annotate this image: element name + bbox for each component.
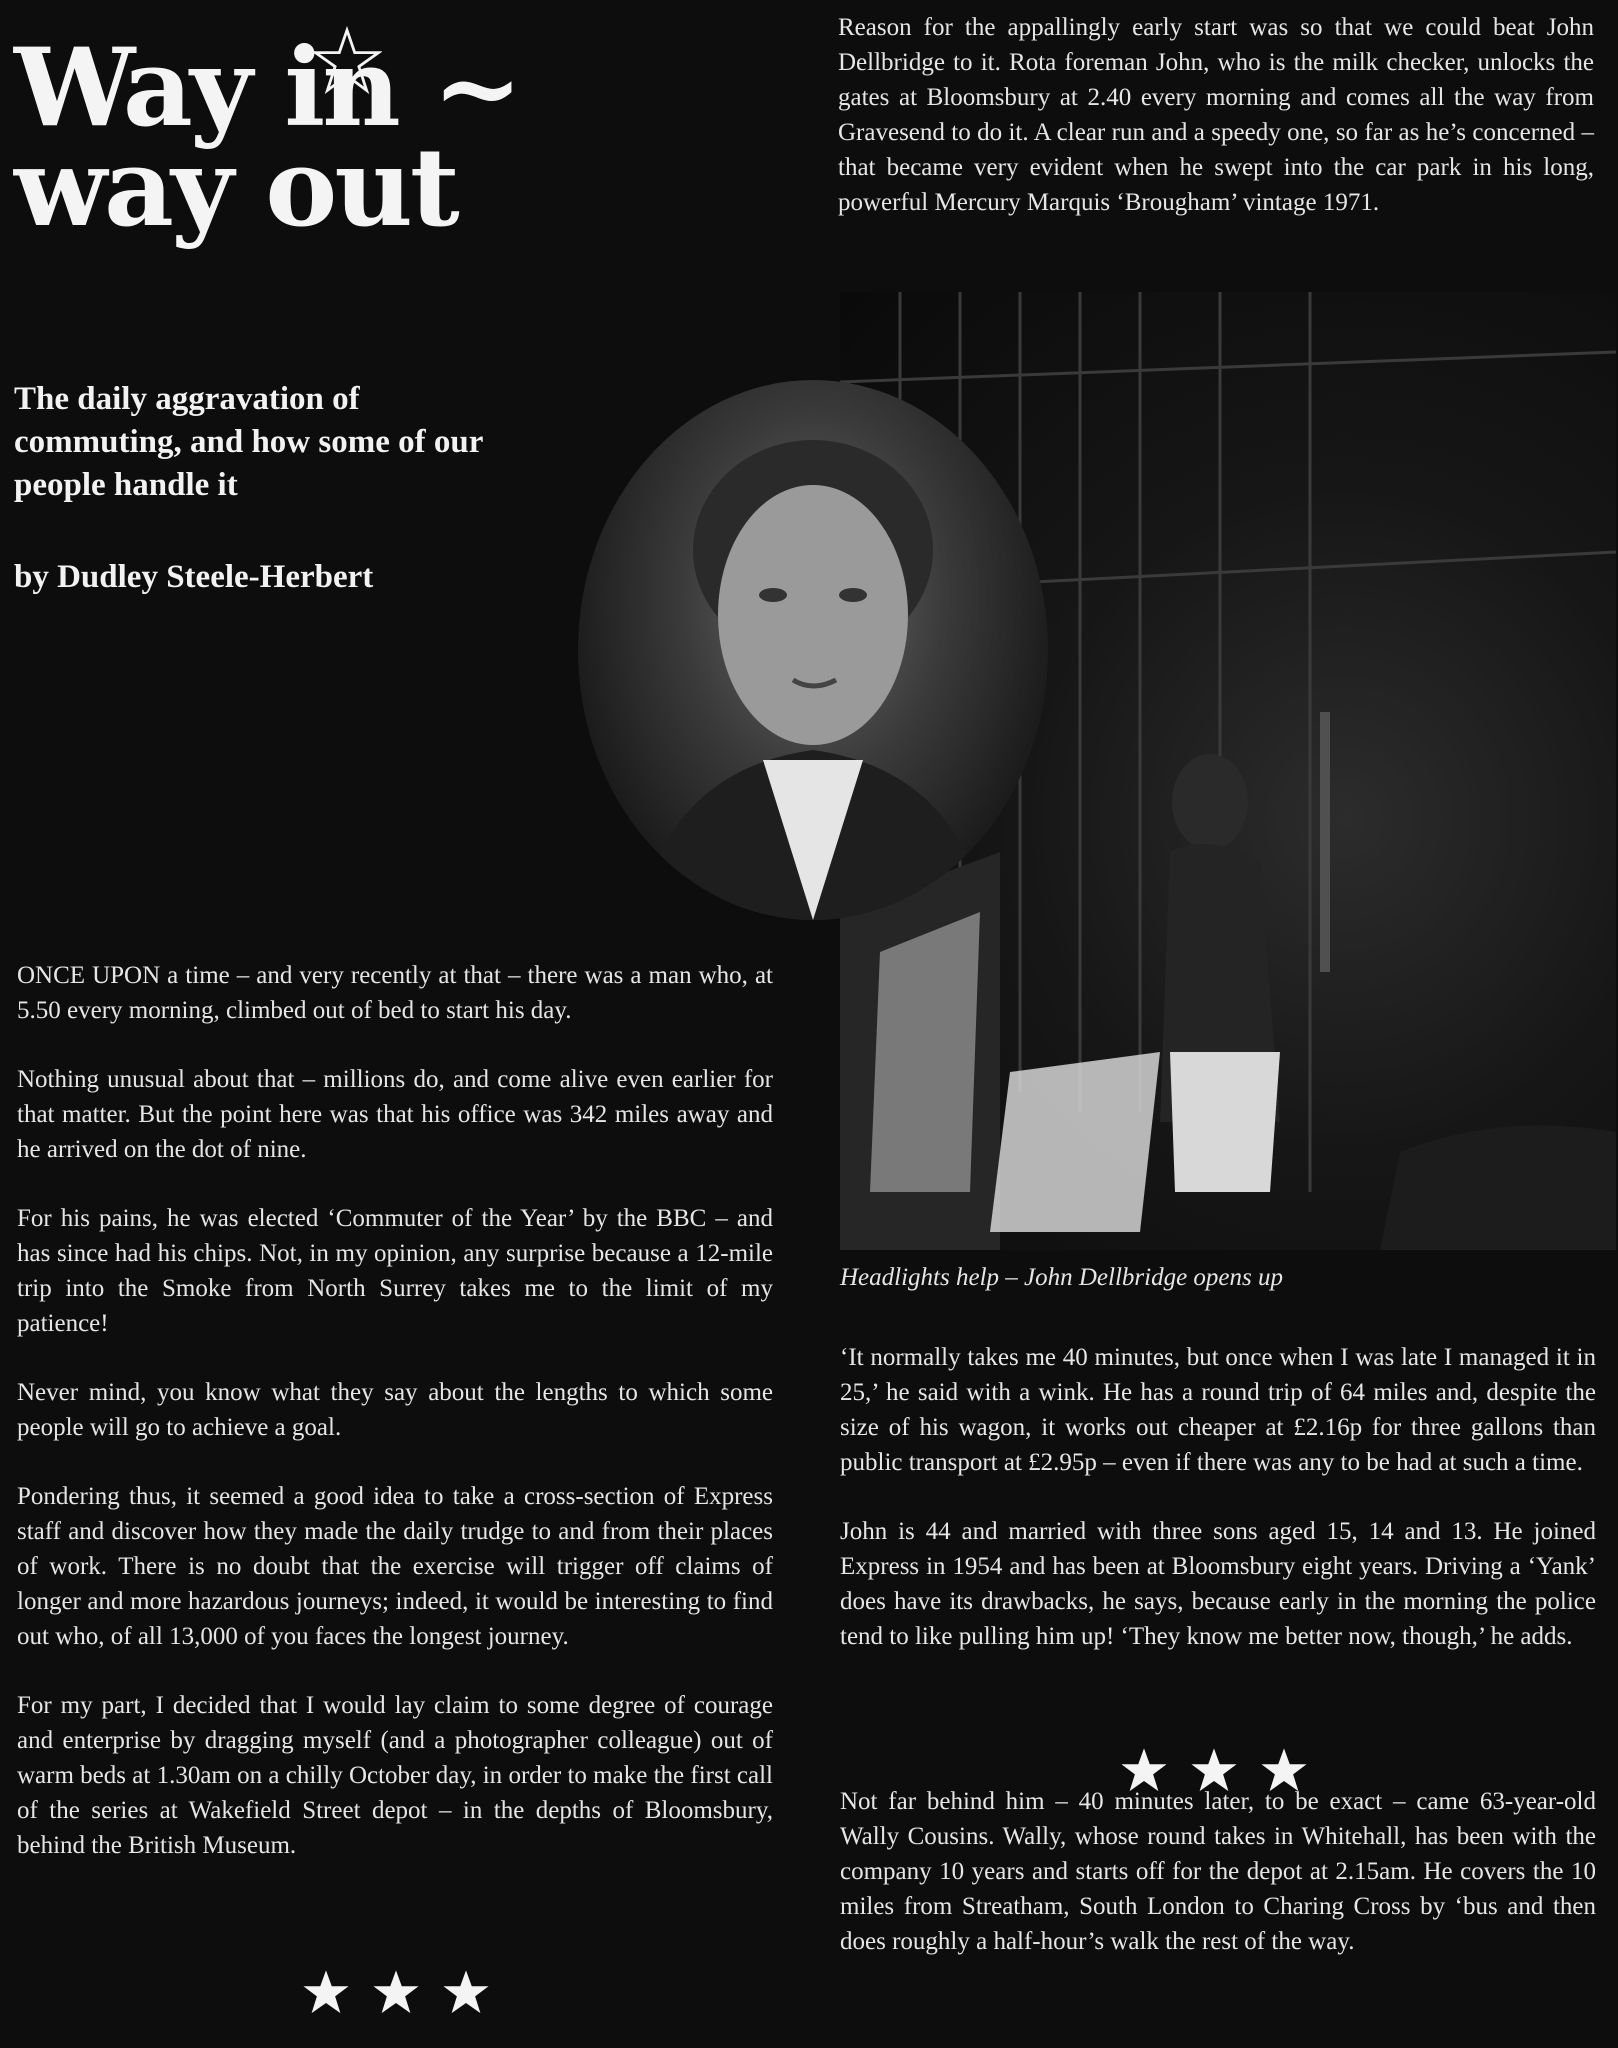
star-icon <box>1120 1746 1168 1794</box>
right-column-top <box>838 10 1594 254</box>
star-icon <box>1260 1746 1308 1794</box>
section-separator <box>302 1968 490 2016</box>
star-icon <box>442 1968 490 2016</box>
body-paragraph: Reason for the appallingly early start was so that we could beat John Dellbridge to it. Rota foreman John, who is the milk checker, unlocks the gates at Bloomsbury at 2.40 every morning and comes all the way from Gravesend to do it. A clear run and a speedy one, so far as he’s concerned – that became very evident when he swept into the car park in his long, powerful Mercury Marquis ‘Brougham’ vintage 1971. <box>838 14 1594 216</box>
article-title <box>14 25 534 251</box>
star-icon <box>302 1968 350 2016</box>
article-byline: by Dudley Steele-Herbert <box>14 559 374 595</box>
photo-caption: Headlights help – John Dellbridge opens up <box>840 1264 1283 1291</box>
body-paragraph: Never mind, you know what they say about the lengths to which some people will go to achieve a goal. <box>17 1379 773 1441</box>
left-column <box>17 958 773 1897</box>
outline-star-icon <box>312 26 382 96</box>
body-paragraph: Pondering thus, it seemed a good idea to take a cross-section of Express staff and discover how they made the daily trudge to and from their places of work. There is no doubt that the exercise will trigger off claims of longer and more hazardous journeys; indeed, it would be interesting to find out who, of all 13,000 of you faces the longest journey. <box>17 1483 773 1650</box>
body-paragraph: For his pains, he was elected ‘Commuter of the Year’ by the BBC – and has since had his chips. Not, in my opinion, any surprise because a 12-mile trip into the Smoke from North Surrey takes me to the limit of my patience! <box>17 1205 773 1337</box>
body-paragraph: For my part, I decided that I would lay claim to some degree of courage and enterprise by dragging myself (and a photographer colleague) out of warm beds at 1.30am on a chilly October day, in order to make the first call of the series at Wakefield Street depot – in the depths of Bloomsbury, behind the British Museum. <box>17 1692 773 1859</box>
body-paragraph: John is 44 and married with three sons aged 15, 14 and 13. He joined Express in 1954 and has been at Bloomsbury eight years. Driving a ‘Yank’ does have its drawbacks, he says, because early in the morning the police tend to like pulling him up! ‘They know me better now, though,’ he adds. <box>840 1518 1596 1650</box>
title-line-2: way out <box>14 125 457 251</box>
portrait-photo-figure <box>578 380 1048 920</box>
body-paragraph: Not far behind him – 40 minutes later, to be exact – came 63-year-old Wally Cousins. Wally, whose round takes in Whitehall, has been with the company 10 years and starts off for the depot at 2.15am. He covers the 10 miles from Streatham, South London to Charing Cross by ‘bus and then does roughly a half-hour’s walk the rest of the way. <box>840 1788 1596 1955</box>
body-paragraph: ‘It normally takes me 40 minutes, but once when I was late I managed it in 25,’ he said with a wink. He has a round trip of 64 miles and, despite the size of his wagon, it works out cheaper at £2.16p for three gallons than public transport at £2.95p – even if there was any to be had at such a time. <box>840 1344 1596 1476</box>
section-separator <box>1120 1746 1308 1794</box>
title-line-1: Way in ~ <box>14 25 520 151</box>
star-icon <box>372 1968 420 2016</box>
right-column-bottom <box>840 1340 1596 1993</box>
portrait-photo <box>578 380 1048 920</box>
article-subtitle: The daily aggravation of commuting, and how some of our people handle it <box>14 381 483 503</box>
body-paragraph: ONCE UPON a time – and very recently at that – there was a man who, at 5.50 every morning, climbed out of bed to start his day. <box>17 962 773 1024</box>
star-icon <box>1190 1746 1238 1794</box>
body-paragraph: Nothing unusual about that – millions do, and come alive even earlier for that matter. But the point here was that his office was 342 miles away and he arrived on the dot of nine. <box>17 1066 773 1163</box>
